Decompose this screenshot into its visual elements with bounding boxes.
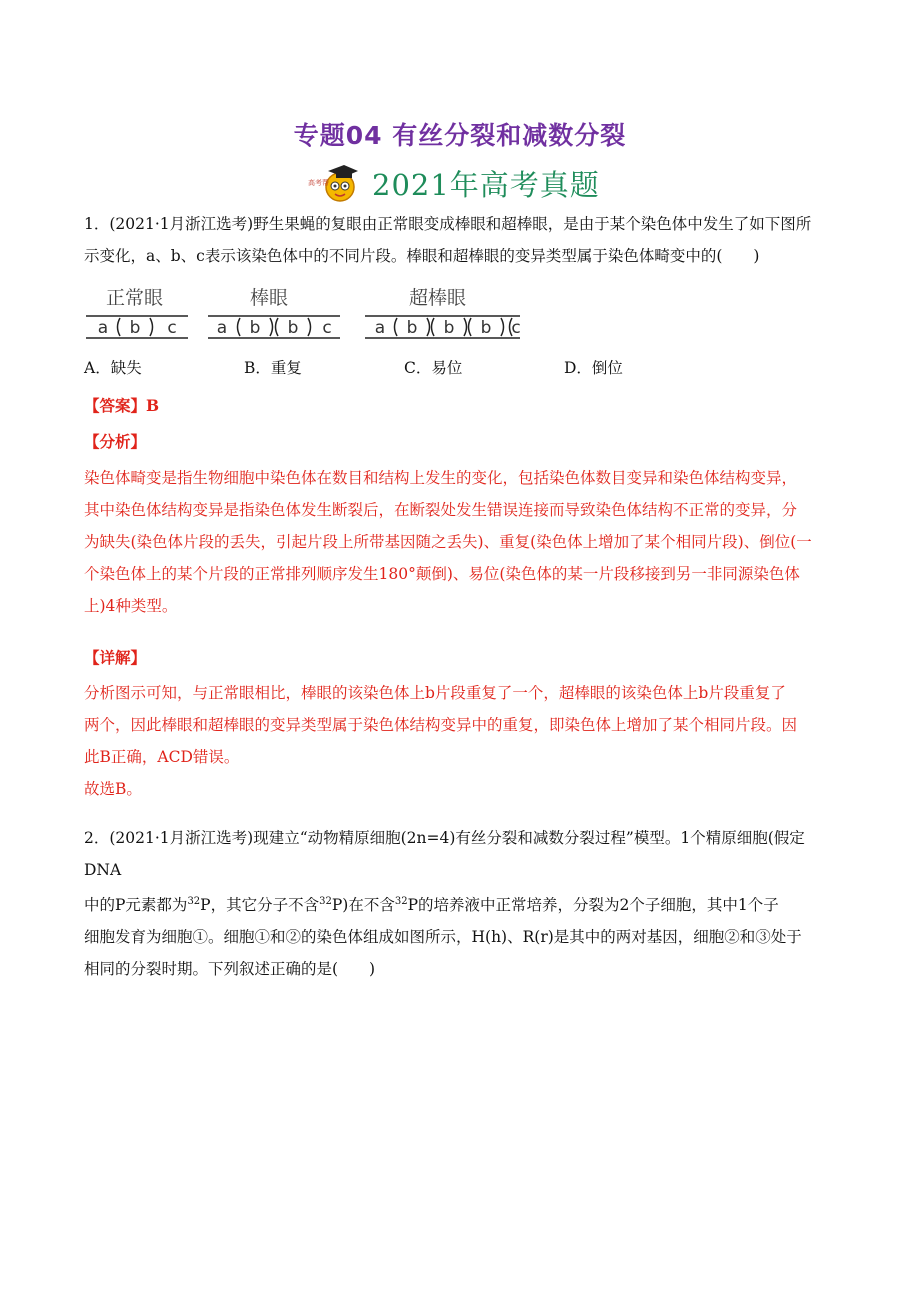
analysis-tag-text: 【分析】 (84, 432, 147, 451)
segment-label: a (97, 318, 109, 338)
option-a[interactable]: A．缺失 (84, 359, 142, 377)
subtitle-banner (306, 160, 600, 206)
segment-label: c (167, 318, 177, 338)
q2-stem (84, 822, 836, 985)
segment-label: b (443, 318, 455, 338)
detail-line: 两个，因此棒眼和超棒眼的变异类型属于染色体结构变异中的重复，即染色体上增加了某个相同片段。因 (84, 716, 798, 734)
q2-text: P，其它分子不含 (200, 896, 320, 915)
analysis-tag (84, 426, 836, 458)
q2-line (84, 886, 836, 921)
segment-label: b (406, 318, 418, 338)
isotope-sup: 32 (187, 896, 201, 907)
mascot-icon (306, 161, 362, 205)
segment-label: b (129, 318, 141, 338)
detail-tag-text: 【详解】 (84, 648, 147, 667)
segment-label: a (374, 318, 386, 338)
chromosome-figure (84, 284, 544, 344)
detail-body (84, 677, 836, 805)
q1-options (84, 356, 836, 384)
segment-label: b (480, 318, 492, 338)
answer-tag: 【答案】 (84, 396, 147, 415)
q2-line: 细胞发育为细胞①。细胞①和②的染色体组成如图所示，H(h)、R(r)是其中的两对基因，细胞②和③处于 (84, 928, 802, 947)
q1-stem-line: 示变化，a、b、c表示该染色体中的不同片段。棒眼和超棒眼的变异类型属于染色体畸变中的( ) (84, 247, 760, 265)
option-c[interactable]: C．易位 (404, 359, 463, 377)
segment-label: b (249, 318, 261, 338)
analysis-body (84, 462, 836, 622)
analysis-line: 个染色体上的某个片段的正常排列顺序发生180°颠倒)、易位(染色体的某一片段移接到另一非同源染色体 (84, 565, 800, 583)
q2-text: P的培养液中正常培养，分裂为2个子细胞，其中1个子 (407, 896, 779, 915)
q1-stem-line: 1．(2021·1月浙江选考)野生果蝇的复眼由正常眼变成棒眼和超棒眼，是由于某个染色体中发生了如下图所 (84, 215, 812, 233)
isotope-sup: 32 (394, 896, 408, 907)
q2-line: 相同的分裂时期。下列叙述正确的是( ) (84, 960, 376, 979)
panel-label: 正常眼 (106, 287, 164, 309)
option-b[interactable]: B．重复 (244, 359, 302, 377)
segment-label: c (511, 318, 521, 338)
page-title: 专题04 有丝分裂和减数分裂 (293, 121, 627, 150)
q1-answer (84, 390, 836, 422)
isotope-sup: 32 (319, 896, 332, 907)
q2-text: P)在不含 (331, 896, 395, 915)
detail-tag (84, 642, 836, 674)
analysis-line: 为缺失(染色体片段的丢失，引起片段上所带基因随之丢失)、重复(染色体上增加了某个相同片段)、倒位(一 (84, 533, 812, 551)
mascot-text: 高考帮 (308, 179, 329, 187)
panel-label: 棒眼 (250, 287, 289, 309)
q2-line: 2．(2021·1月浙江选考)现建立“动物精原细胞(2n=4)有丝分裂和减数分裂过程”模型。1个精原细胞(假定DNA (84, 829, 805, 879)
detail-line: 分析图示可知，与正常眼相比，棒眼的该染色体上b片段重复了一个，超棒眼的该染色体上b片段重复了 (84, 684, 786, 702)
analysis-line: 其中染色体结构变异是指染色体发生断裂后，在断裂处发生错误连接而导致染色体结构不正常的变异，分 (84, 501, 798, 519)
answer-value: B (146, 396, 160, 415)
analysis-line: 上)4种类型。 (84, 597, 178, 615)
detail-line: 故选B。 (84, 780, 142, 798)
segment-label: c (322, 318, 332, 338)
segment-label: b (287, 318, 299, 338)
q2-text: 中的P元素都为 (84, 896, 188, 915)
segment-label: a (216, 318, 228, 338)
option-d[interactable]: D．倒位 (564, 359, 623, 377)
q1-stem (84, 208, 836, 272)
detail-line: 此B正确，ACD错误。 (84, 748, 240, 766)
panel-label: 超棒眼 (409, 287, 467, 309)
subtitle: 2021年高考真题 (372, 167, 600, 202)
analysis-line: 染色体畸变是指生物细胞中染色体在数目和结构上发生的变化，包括染色体数目变异和染色体结构变异， (84, 469, 798, 487)
